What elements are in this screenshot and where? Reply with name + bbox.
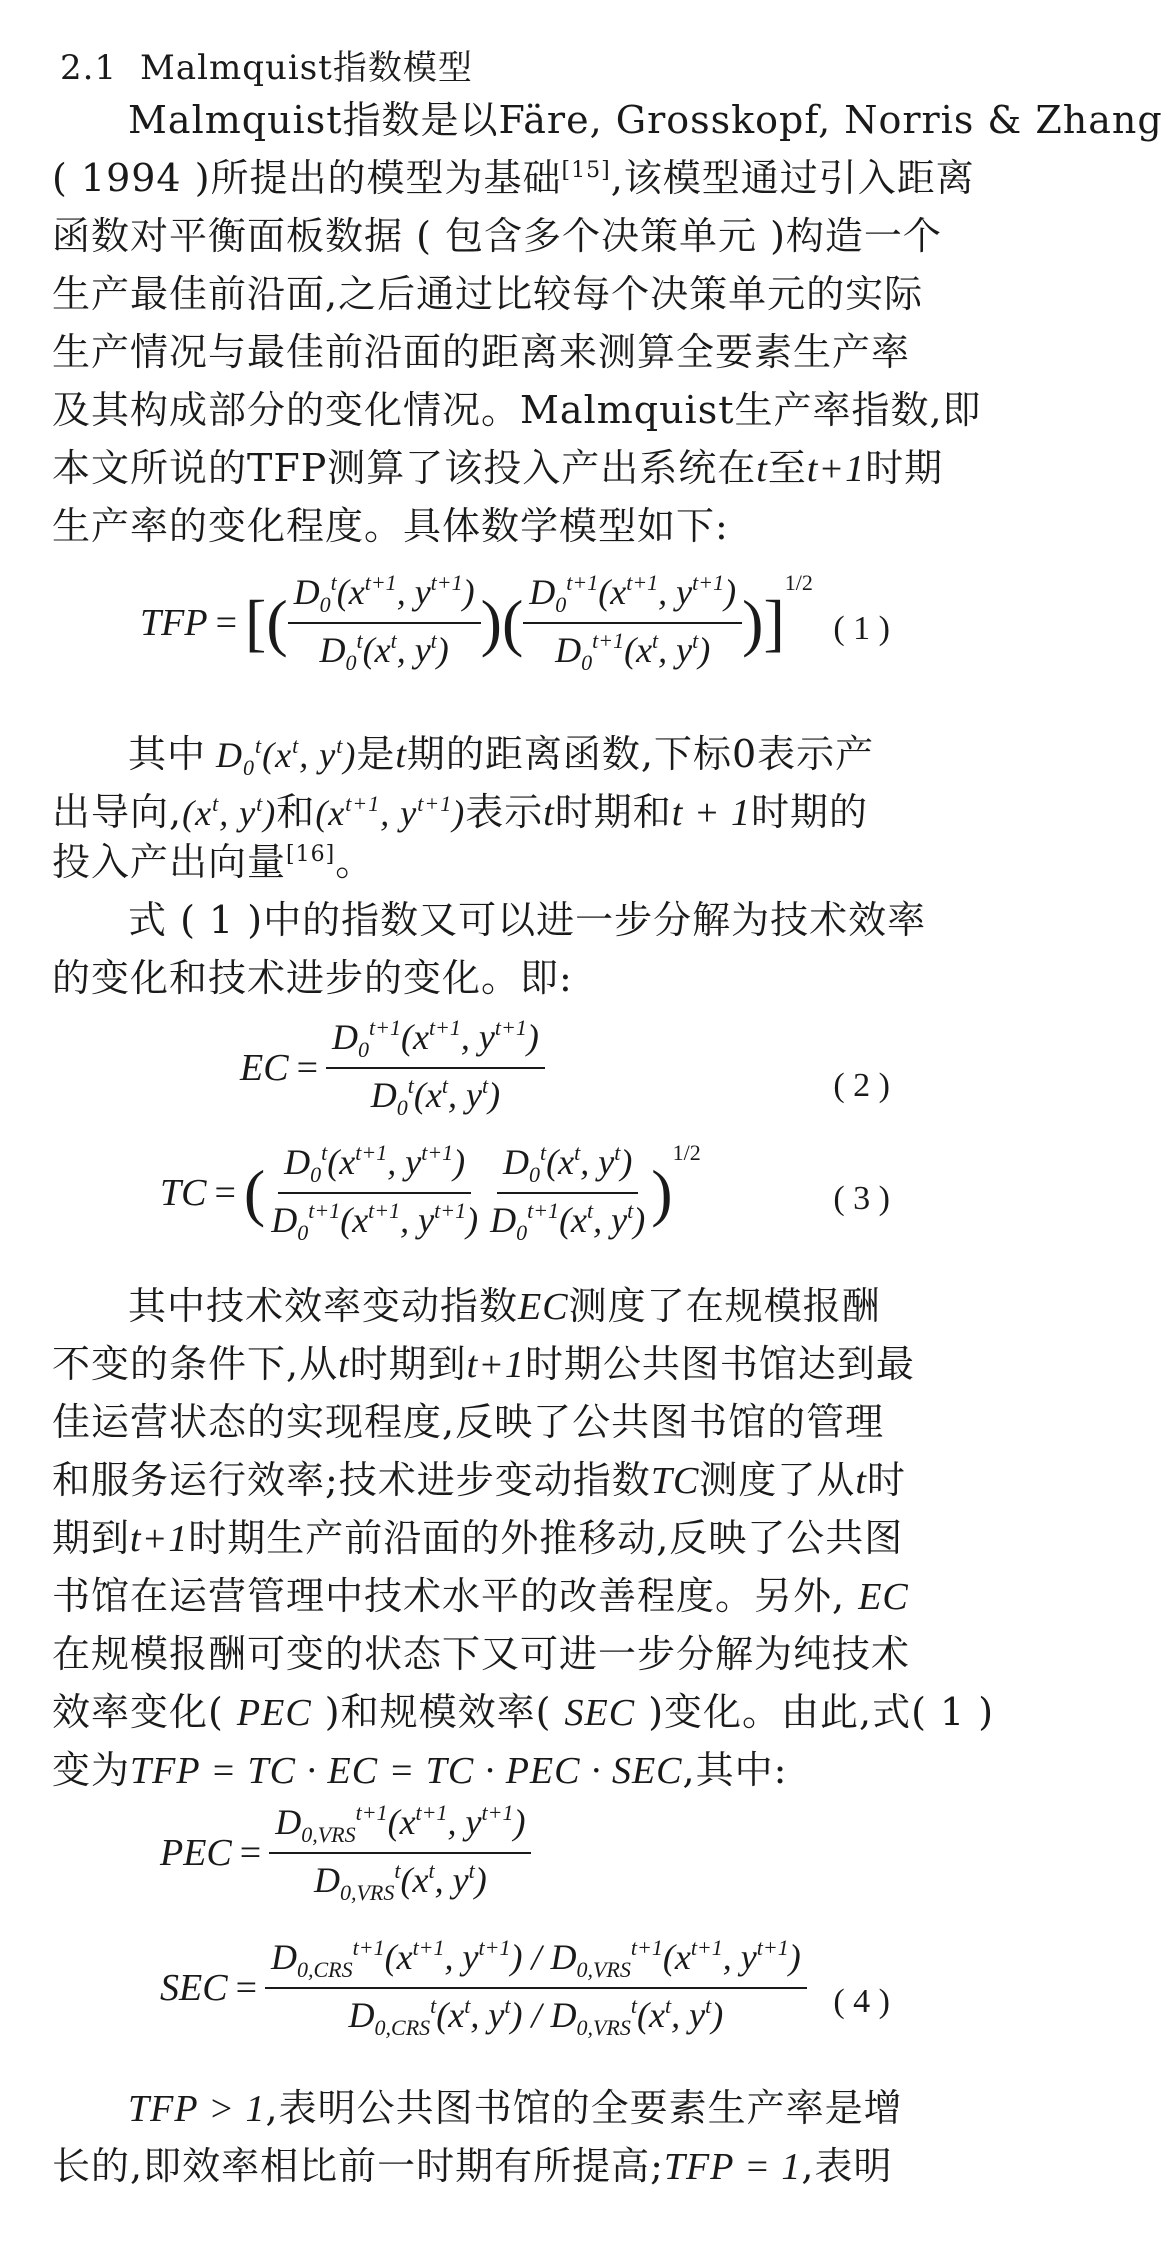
section-number: 2.1 <box>60 48 118 88</box>
section-title: Malmquist指数模型 <box>140 48 473 88</box>
equation-4: SEC = $\frac{D_{0,CRS}^{t+1}(x^{t+1}, y^{t+1}) / D_{0,VRS}^{t+1}(x^{t+1}, y^{t+1})}{D_{0,CRS}^t(x^t, y^t) / D_{0,VRS}^t(x^t, y^t)}$ ( 4 ) <box>160 1935 890 2040</box>
citation-16: [16] <box>286 842 336 867</box>
equation-2: EC = $\frac{D_0^{t+1}(x^{t+1}, y^{t+1})}{D_0^t(x^t, y^t)}$ ( 2 ) <box>240 1015 890 1120</box>
equation-number: ( 1 ) <box>833 610 890 647</box>
equation-1: TFP = [ ( $\frac{D_0^t(x^{t+1}, y^{t+1})}{D_0^t(x^t, y^t)}$ ) ( $\frac{D_0^{t+1}(x^{t+1}, y^{t+1})}{D_0^{t+1}(x^t, y^t)}$ ) ] 1/2 ( 1 ) <box>140 570 890 675</box>
paper-page: 2.1 Malmquist指数模型 Malmquist指数是以Färe, Grosskopf, Norris & Zhang ( 1994 )所提出的模型为基础[15],该模型通过引入距离 函数对平衡面板数据 ( 包含多个决策单元 )构造一个 生产最佳前沿面,之后通过比较每个决策单元的实际 生产情况与最佳前沿面的距离来测算全要素生产率 及其构成部分的变化情况。Malmquist生产率指数,即 本文所说的TFP测算了该投入产出系统在t至t+1时期 生产率的变化程度。具体数学模型如下: TFP = [ ( $\frac{D_0^t(x^{t+1}, y^{t+1})}{D_0^t(x^t, y^t)}$ ) ( $\frac{D_0^{t+1}(x^{t+1}, y^{t+1})}{D_0^{t+1}(x^t, y^t)}$ ) ] 1/2 ( 1 ) 其中 $D_0^t(x^t$, $y^t$)是t期的距离函数,下标0表示产 出导向$,(x^t$, $y^t$)和($x^{t+1}$, $y^{t+1}$)表示t时期和t + 1时期的 投入产出向量[16]。 式 ( 1 )中的指数又可以进一步分解为技术效率 的变化和技术进步的变化。即: EC = $\frac{D_0^{t+1}(x^{t+1}, y^{t+1})}{D_0^t(x^t, y^t)}$ ( 2 ) TC = ( $\frac{D_0^t(x^{t+1}, y^{t+1})}{D_0^{t+1}(x^{t+1}, y^{t+1})}$ $\frac{D_0^t(x^t, y^t)}{D_0^{t+1}(x^t, y^t)}$ ) 1/2 ( 3 ) 其中技术效率变动指数EC测度了在规模报酬 不变的条件下,从t时期到t+1时期公共图书馆达到最 佳运营状态的实现程度,反映了公共图书馆的管理 和服务运行效率;技术进步变动指数TC测度了从t时 期到t+1时期生产前沿面的外推移动,反映了公共图 书馆在运营管理中技术水平的改善程度。另外, EC 在规模报酬可变的状态下又可进一步分解为纯技术 效率变化( PEC )和规模效率( SEC )变化。由此,式( 1 ) 变为TFP = TC · EC = TC · PEC · SEC,其中: PEC = $\frac{D_{0,VRS}^{t+1}(x^{t+1}, y^{t+1})}{D_{0,VRS}^t(x^t, y^t)}$ SEC = $\frac{D_{0,CRS}^{t+1}(x^{t+1}, y^{t+1}) / D_{0,VRS}^{t+1}(x^{t+1}, y^{t+1})}{D_{0,CRS}^t(x^t, y^t) / D_{0,VRS}^t(x^t, y^t)}$ ( 4 ) TFP > 1,表明公共图书馆的全要素生产率是增 长的,即效率相比前一时期有所提高;TFP = 1,表明 <box>0 0 1000 2260</box>
equation-number: ( 4 ) <box>833 1983 890 2020</box>
citation-15: [15] <box>561 158 611 183</box>
equation-number: ( 3 ) <box>833 1180 890 1217</box>
equation-3: TC = ( $\frac{D_0^t(x^{t+1}, y^{t+1})}{D_0^{t+1}(x^{t+1}, y^{t+1})}$ $\frac{D_0^t(x^t, y^t)}{D_0^{t+1}(x^t, y^t)}$ ) 1/2 ( 3 ) <box>160 1140 890 1245</box>
equation-number: ( 2 ) <box>833 1067 890 1104</box>
equation-pec: PEC = $\frac{D_{0,VRS}^{t+1}(x^{t+1}, y^{t+1})}{D_{0,VRS}^t(x^t, y^t)}$ <box>0 1800 1000 1920</box>
